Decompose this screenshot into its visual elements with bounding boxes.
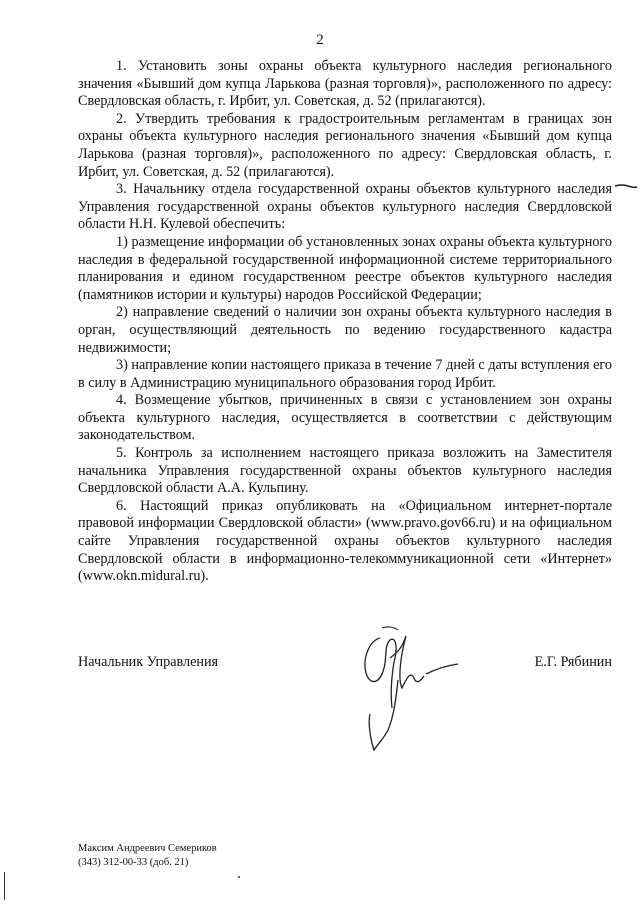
paragraph-4: 4. Возмещение убытков, причиненных в связи с установлением зон охраны объекта культурного наследия, осуществляется в соответствии с действующим законодательством. [78, 392, 612, 444]
margin-mark [614, 183, 638, 189]
paragraph-2: 2. Утвердить требования к градостроительным регламентам в границах зон охраны объекта культурного наследия регионального значения «Бывший дом купца Ларькова (разная торговля)», расположенного по адресу: Свердловская область, г. Ирбит, ул. Советская, д. 52 (прилагаются). [78, 110, 612, 180]
subparagraph-3-1: 1) размещение информации об установленных зонах охраны объекта культурного наследия в федеральной государственной информационной системе территориального планирования и едином государственном реестре объектов культурного наследия (памятников истории и культуры) народов Российской Федерации; [78, 233, 612, 303]
executor-name: Максим Андреевич Семериков [78, 843, 217, 854]
paragraph-5: 5. Контроль за исполнением настоящего приказа возложить на Заместителя начальника Управления государственной охраны объектов культурного наследия Свердловской области А.А. Кульпину. [78, 445, 612, 497]
page-number: 2 [316, 32, 324, 48]
handwritten-signature [340, 618, 470, 758]
subparagraph-3-3: 3) направление копии настоящего приказа в течение 7 дней с даты вступления его в силу в Администрацию муниципального образования город Ирбит. [78, 357, 612, 391]
signatory-position: Начальник Управления [78, 654, 219, 670]
signatory-name: Е.Г. Рябинин [534, 654, 612, 670]
paragraph-6: 6. Настоящий приказ опубликовать на «Официальном интернет-портале правовой информации Свердловской области» (www.pravo.gov66.ru) и на официальном сайте Управления государственной охраны объектов культурного наследия Свердловской области в информационно-телекоммуникационной сети «Интернет» (www.okn.midural.ru). [78, 497, 612, 585]
subparagraph-3-2: 2) направление сведений о наличии зон охраны объекта культурного наследия в орган, осуществляющий деятельность по ведению государственного кадастра недвижимости; [78, 304, 612, 356]
paragraph-1: 1. Установить зоны охраны объекта культурного наследия регионального значения «Бывший дом купца Ларькова (разная торговля)», расположенного по адресу: Свердловская область, г. Ирбит, ул. Советская, д. 52 (прилагаются). [78, 58, 612, 110]
paragraph-3: 3. Начальнику отдела государственной охраны объектов культурного наследия Управления государственной охраны объектов культурного наследия Свердловской области Н.Н. Кулевой обеспечить: [78, 181, 612, 233]
order-body [78, 58, 612, 586]
executor-phone: (343) 312-00-33 (доб. 21) [78, 857, 189, 868]
scan-edge-mark [4, 872, 5, 900]
scan-dot-mark [238, 876, 240, 878]
executor-info [78, 842, 217, 870]
